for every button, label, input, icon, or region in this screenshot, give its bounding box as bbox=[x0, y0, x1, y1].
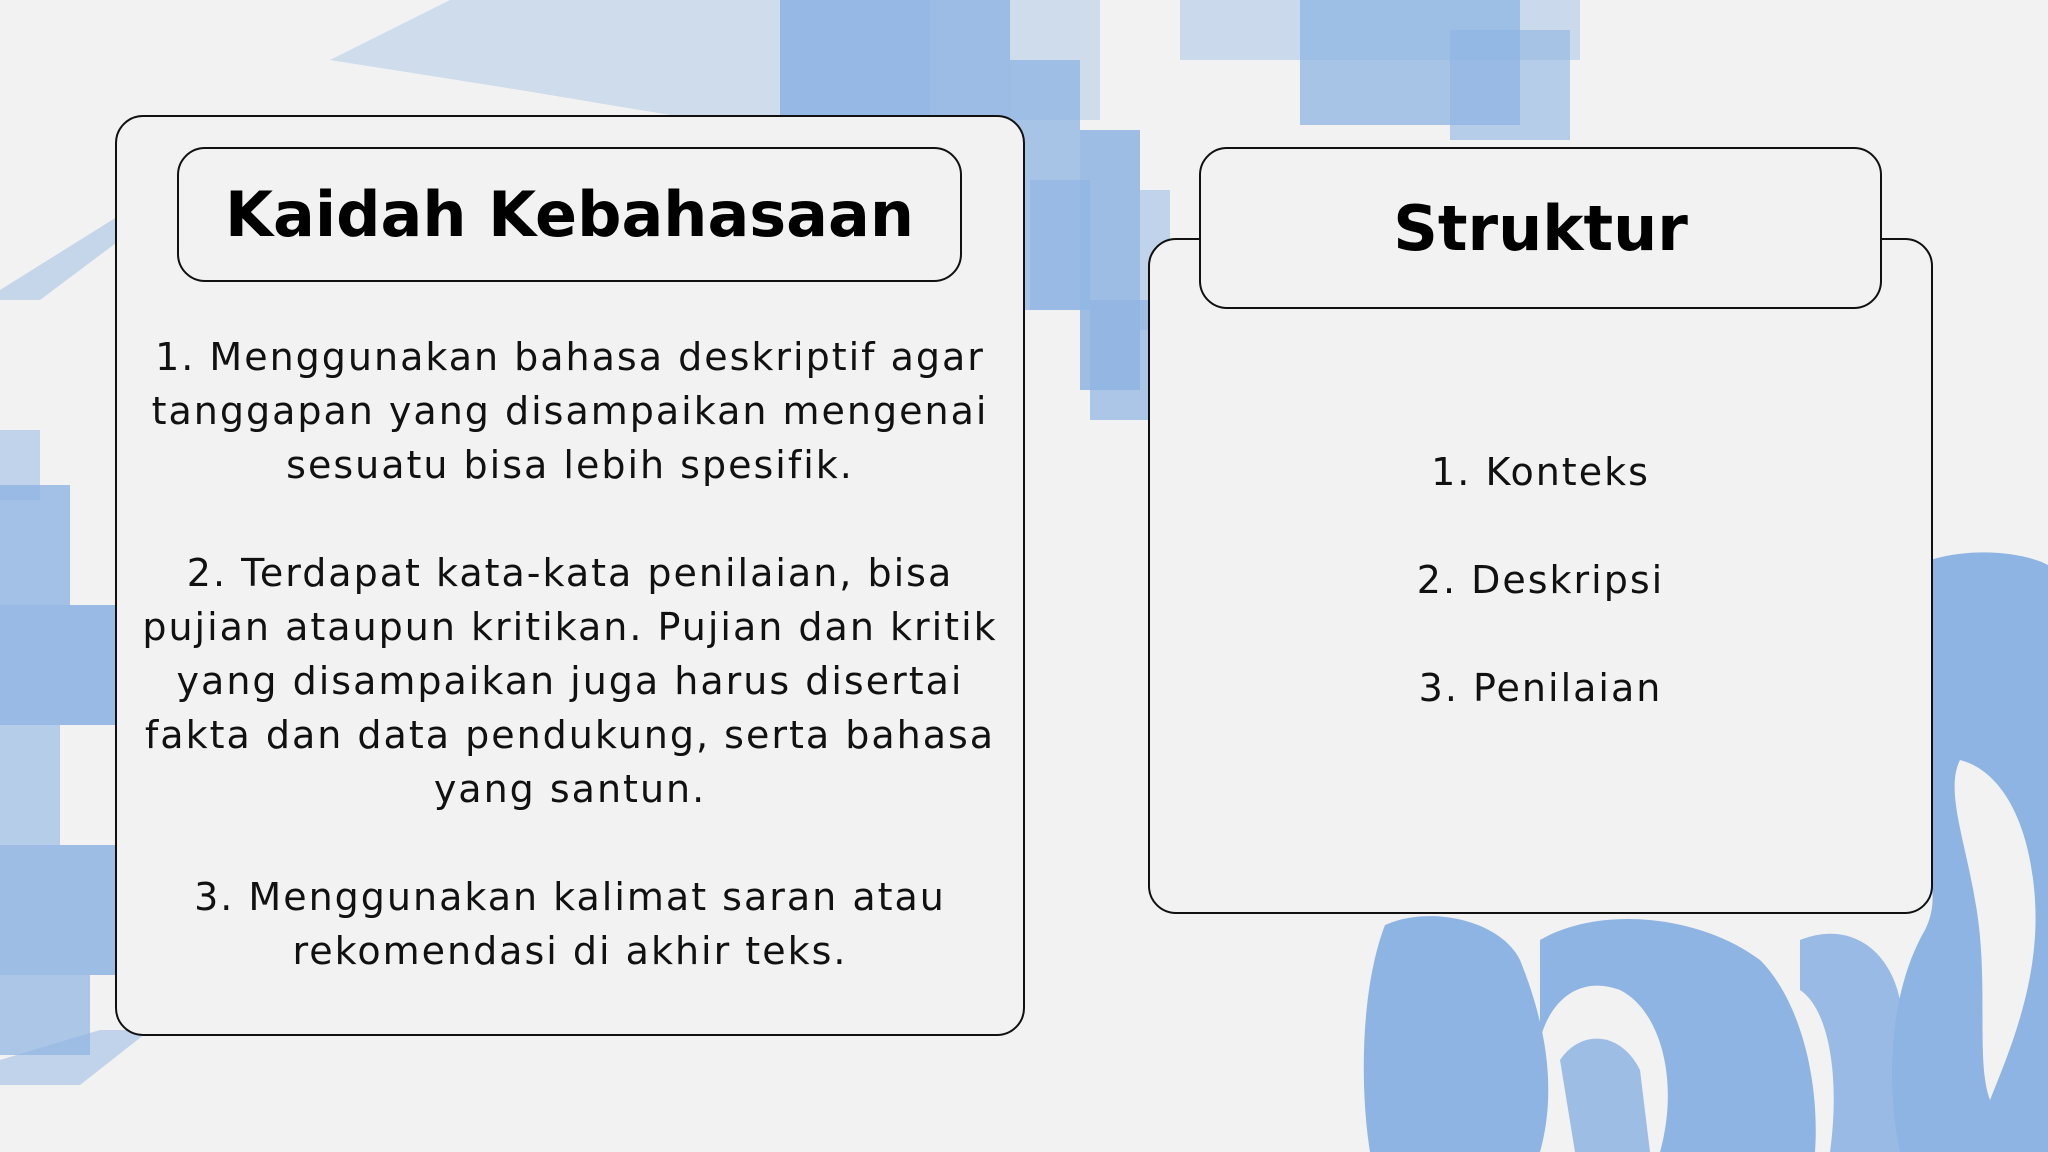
struktur-list bbox=[1148, 445, 1933, 715]
struktur-item-1: 1. Konteks bbox=[1431, 450, 1650, 494]
struktur-item-3: 3. Penilaian bbox=[1418, 666, 1663, 710]
struktur-title: Struktur bbox=[1199, 147, 1882, 309]
kaidah-kebahasaan-list bbox=[130, 330, 1010, 978]
kaidah-item-1: 1. Menggunakan bahasa deskriptif agar tanggapan yang disampaikan mengenai sesuatu bisa lebih spesifik. bbox=[151, 335, 989, 487]
kaidah-item-2: 2. Terdapat kata-kata penilaian, bisa pujian ataupun kritikan. Pujian dan kritik yang disampaikan juga harus disertai fakta dan data pendukung, serta bahasa yang santun. bbox=[142, 551, 998, 811]
kaidah-kebahasaan-title: Kaidah Kebahasaan bbox=[177, 147, 962, 282]
kaidah-item-3: 3. Menggunakan kalimat saran atau rekomendasi di akhir teks. bbox=[194, 875, 946, 973]
struktur-item-2: 2. Deskripsi bbox=[1416, 558, 1665, 602]
